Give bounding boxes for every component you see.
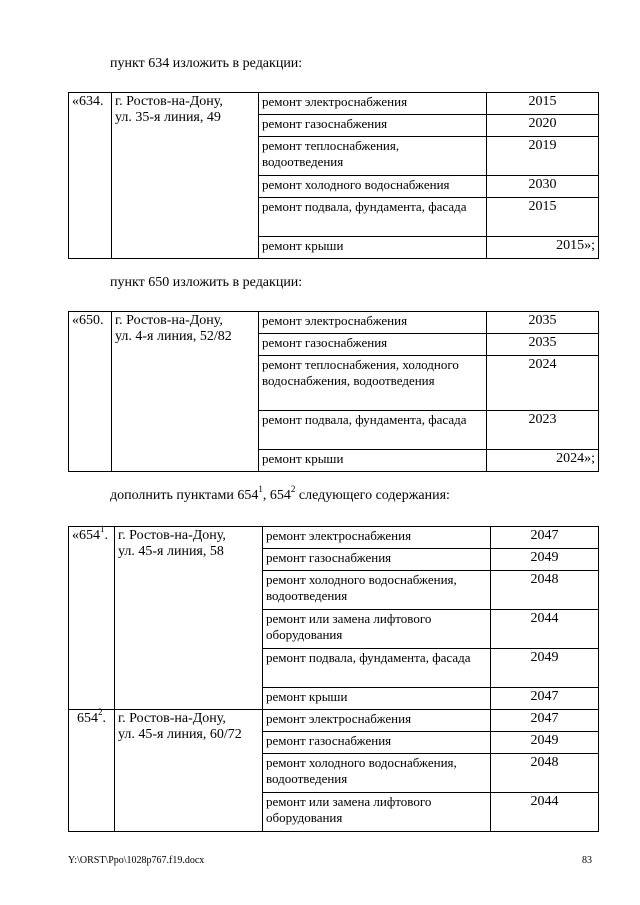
work-type: ремонт подвала, фундамента, фасада [263,649,491,688]
work-year: 2047 [491,527,599,549]
work-type: ремонт крыши [263,688,491,710]
work-type: ремонт газоснабжения [259,115,487,137]
item-address: г. Ростов-на-Дону, ул. 4-я линия, 52/82 [112,312,259,472]
work-type: ремонт газоснабжения [263,732,491,754]
work-type: ремонт или замена лифтового оборудования [263,793,491,832]
table-item-650 [68,311,599,472]
table-items-654 [68,526,599,832]
table-item-634 [68,92,599,259]
item-number: «$654^1$. [69,527,115,710]
paragraph-634: пункт 634 изложить в редакции: [110,56,303,71]
item-address: г. Ростов-на-Дону, ул. 45-я линия, 60/72 [115,710,263,832]
work-type: ремонт электроснабжения [259,93,487,115]
work-year: 2024»; [487,450,599,472]
work-year: 2015 [487,93,599,115]
paragraph-654-addition: дополнить пунктами $654^1$, $654^2$ следующего содержания: [110,484,450,503]
work-type: ремонт электроснабжения [259,312,487,334]
footer-page-number: 83 [582,855,592,866]
footer-file-path: Y:\ORST\Ppo\1028p767.f19.docx [68,855,205,866]
work-year: 2044 [491,793,599,832]
work-year: 2048 [491,754,599,793]
work-year: 2015 [487,198,599,237]
work-year: 2030 [487,176,599,198]
work-year: 2035 [487,334,599,356]
work-type: ремонт или замена лифтового оборудования [263,610,491,649]
work-type: ремонт электроснабжения [263,710,491,732]
work-type: ремонт крыши [259,237,487,259]
work-type: ремонт холодного водоснабжения, водоотведения [263,754,491,793]
work-year: 2035 [487,312,599,334]
work-type: ремонт электроснабжения [263,527,491,549]
work-type: ремонт теплоснабжения, водоотведения [259,137,487,176]
paragraph-650: пункт 650 изложить в редакции: [110,275,303,290]
work-type: ремонт теплоснабжения, холодного водоснабжения, водоотведения [259,356,487,411]
item-address: г. Ростов-на-Дону, ул. 45-я линия, 58 [115,527,263,710]
work-year: 2049 [491,649,599,688]
work-type: ремонт холодного водоснабжения, водоотведения [263,571,491,610]
item-number: «634. [69,93,112,259]
work-year: 2049 [491,732,599,754]
work-year: 2023 [487,411,599,450]
item-number: $654^2$. [69,710,115,832]
item-number: «650. [69,312,112,472]
work-type: ремонт крыши [259,450,487,472]
item-address: г. Ростов-на-Дону, ул. 35-я линия, 49 [112,93,259,259]
work-year: 2044 [491,610,599,649]
work-year: 2047 [491,688,599,710]
work-year: 2019 [487,137,599,176]
work-type: ремонт подвала, фундамента, фасада [259,411,487,450]
work-year: 2048 [491,571,599,610]
work-year: 2015»; [487,237,599,259]
work-type: ремонт холодного водоснабжения [259,176,487,198]
work-type: ремонт подвала, фундамента, фасада [259,198,487,237]
work-type: ремонт газоснабжения [263,549,491,571]
work-type: ремонт газоснабжения [259,334,487,356]
work-year: 2049 [491,549,599,571]
work-year: 2024 [487,356,599,411]
work-year: 2020 [487,115,599,137]
work-year: 2047 [491,710,599,732]
